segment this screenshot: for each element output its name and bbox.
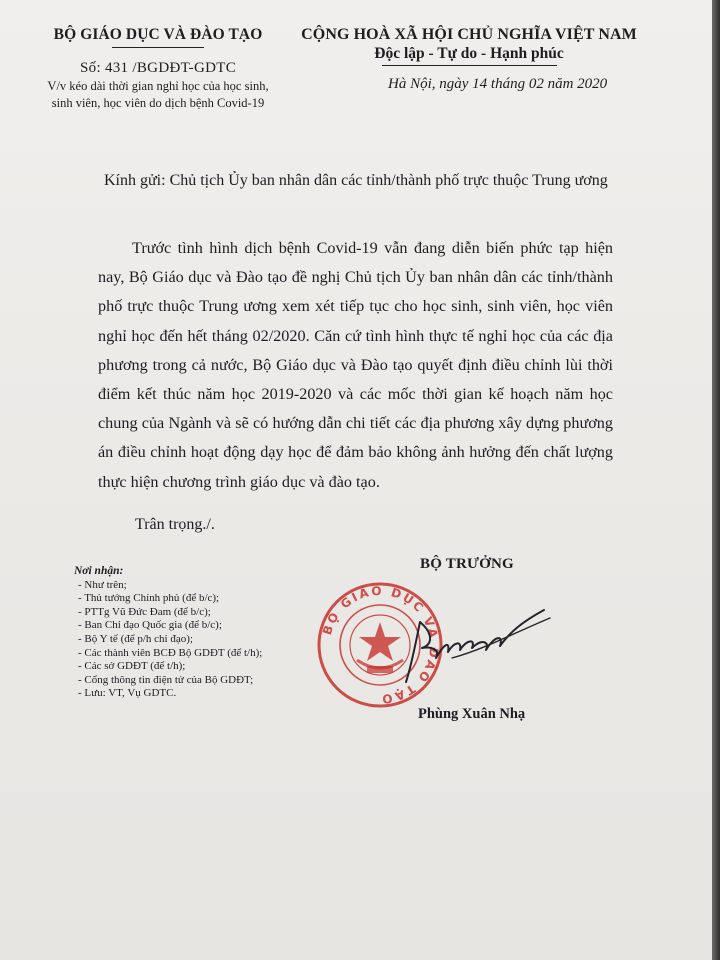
recipient-item: - Ban Chỉ đạo Quốc gia (để b/c); (78, 619, 222, 632)
motto-underline (382, 65, 557, 66)
body-paragraph: Trước tình hình dịch bệnh Covid-19 vẫn đang diễn biến phức tạp hiện nay, Bộ Giáo dục và Đào tạo đề nghị Chủ tịch Ủy ban nhân dân các tỉnh/thành phố trực thuộc Trung ương xem xét tiếp tục cho học sinh, sinh viên, học viên nghỉ học đến hết tháng 02/2020. Căn cứ tình hình thực tế nghỉ học của các địa phương trong cả nước, Bộ Giáo dục và Đào tạo quyết định điều chỉnh lùi thời điểm kết thúc năm học 2019-2020 và các mốc thời gian kế hoạch năm học chung của Ngành và sẽ có hướng dẫn chi tiết các địa phương xây dựng phương án điều chỉnh hoạt động dạy học để đảm bảo không ảnh hưởng đến chất lượng thực hiện chương trình giáo dục và đào tạo. (98, 239, 613, 491)
agency-underline (112, 47, 204, 48)
recipient-item: - Lưu: VT, Vụ GDTC. (78, 687, 177, 700)
desk-edge (712, 0, 720, 960)
recipient-item: - Thủ tướng Chính phủ (để b/c); (78, 592, 220, 605)
recipient-list (74, 565, 262, 701)
nation-name: CỘNG HOÀ XÃ HỘI CHỦ NGHĨA VIỆT NAM (301, 26, 637, 43)
dateline: Hà Nội, ngày 14 tháng 02 năm 2020 (388, 76, 608, 92)
recipient-item: - Cổng thông tin điện tử của Bộ GDĐT; (78, 673, 254, 686)
recipient-title: Nơi nhận: (74, 565, 124, 577)
agency-block (22, 26, 294, 111)
agency-name: BỘ GIÁO DỤC VÀ ĐÀO TẠO (53, 26, 263, 43)
seal-text: BỘ GIÁO DỤC VÀ ĐÀO TẠO (320, 583, 442, 707)
recipient-item: - Các thành viên BCĐ Bộ GDĐT (để t/h); (78, 646, 263, 659)
letter-body (98, 234, 613, 497)
national-motto: Độc lập - Tự do - Hạnh phúc (374, 45, 564, 62)
signer-name: Phùng Xuân Nhạ (418, 706, 526, 722)
recipient-item: - Bộ Y tế (để p/h chỉ đạo); (78, 632, 193, 645)
salutation: Kính gửi: Chủ tịch Ủy ban nhân dân các tỉnh/thành phố trực thuộc Trung ương (104, 172, 608, 189)
closing: Trân trọng./. (135, 516, 215, 533)
signer-title: BỘ TRƯỞNG (420, 556, 514, 572)
subject-line-2: sinh viên, học viên do dịch bệnh Covid-19 (51, 96, 265, 110)
national-header (288, 26, 650, 66)
subject-line-1: V/v kéo dài thời gian nghỉ học của học sinh, (47, 79, 269, 93)
recipient-item: - Các sở GDĐT (để t/h); (78, 660, 186, 673)
document-number: Số: 431 /BGDĐT-GDTC (80, 60, 236, 76)
recipient-item: - Như trên; (78, 578, 127, 591)
signature-icon (392, 592, 557, 692)
recipient-item: - PTTg Vũ Đức Đam (để b/c); (78, 605, 211, 618)
